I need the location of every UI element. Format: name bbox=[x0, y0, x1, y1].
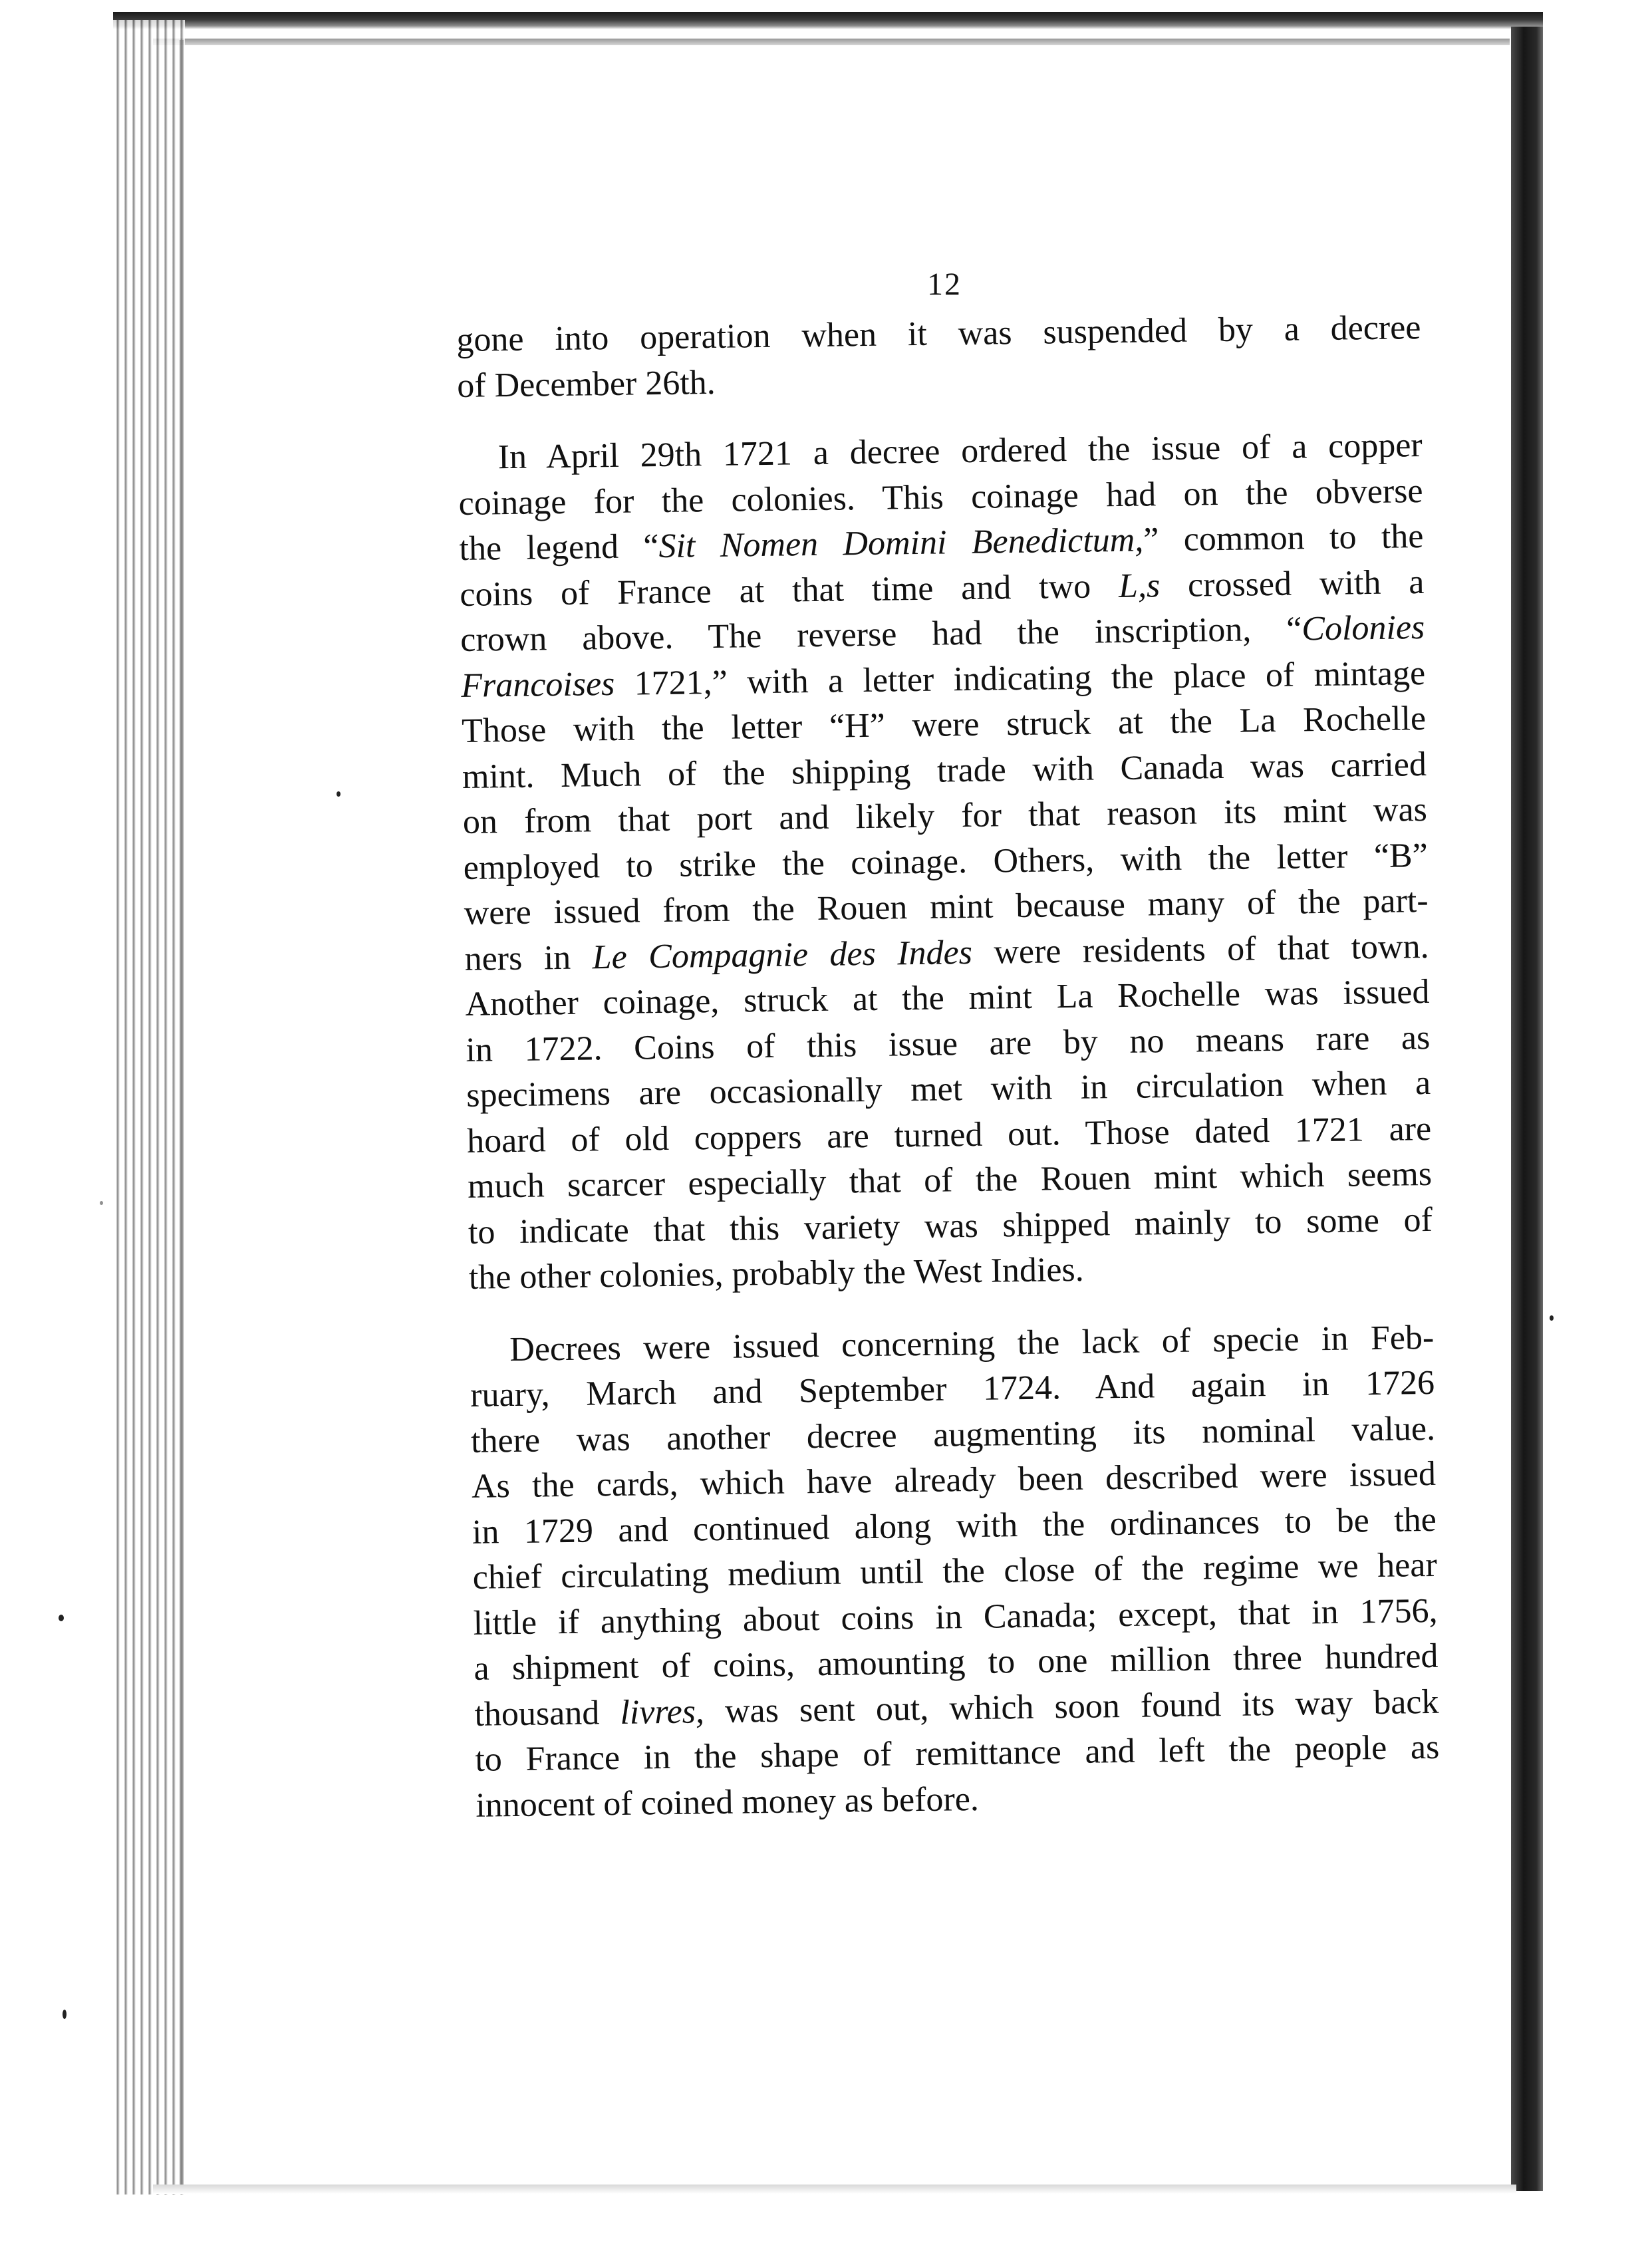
text-line: chief circulating medium until the close of the regime we hear bbox=[472, 1545, 1438, 1597]
book-left-gutter-line bbox=[180, 40, 184, 2188]
text-line: of December 26th. bbox=[456, 363, 716, 405]
text-line: ners in Le Compagnie des Indes were residents of that town. bbox=[464, 927, 1429, 978]
scan-speck bbox=[100, 1201, 103, 1205]
text-line: the other colonies, probably the West Indies. bbox=[468, 1250, 1085, 1297]
text-line: employed to strike the coinage. Others, with the letter “B” bbox=[463, 836, 1429, 887]
book-right-edge bbox=[1511, 27, 1543, 2191]
page-number: 12 bbox=[927, 267, 962, 302]
text-line: much scarcer especially that of the Rouen mint which seems bbox=[467, 1154, 1433, 1206]
text-line: were issued from the Rouen mint because many of the part- bbox=[464, 881, 1429, 932]
text-line: specimens are occasionally met with in circulation when a bbox=[466, 1063, 1431, 1115]
text-line: In April 29th 1721 a decree ordered the issue of a copper bbox=[497, 426, 1423, 477]
italic-phrase: Francoises bbox=[460, 664, 615, 705]
scan-speck bbox=[337, 791, 341, 797]
text-line: ruary, March and September 1724. And again in 1726 bbox=[470, 1363, 1435, 1414]
text-line: hoard of old coppers are turned out. Those dated 1721 are bbox=[466, 1109, 1432, 1160]
italic-phrase: L,s bbox=[1118, 566, 1161, 605]
text-line: to France in the shape of remittance and left the people as bbox=[475, 1728, 1440, 1779]
italic-phrase: Sit Nomen Domini Benedictum, bbox=[658, 521, 1144, 566]
text-line: in 1729 and continued along with the ordinances to be the bbox=[472, 1500, 1437, 1551]
text-line: Decrees were issued concerning the lack of specie in Feb- bbox=[509, 1318, 1435, 1369]
italic-phrase: Colonies bbox=[1301, 608, 1425, 648]
text-line: innocent of coined money as before. bbox=[475, 1780, 980, 1825]
book-top-edge-shadow bbox=[153, 39, 1510, 45]
book-left-page-stack bbox=[112, 20, 185, 2194]
scan-speck bbox=[63, 2010, 67, 2019]
scan-speck bbox=[1550, 1315, 1554, 1321]
book-top-edge bbox=[113, 12, 1543, 29]
text-line: Those with the letter “H” were struck at the La Rochelle bbox=[461, 699, 1427, 750]
italic-phrase: Le Compagnie des Indes bbox=[592, 933, 973, 976]
text-line: As the cards, which have already been described were issued bbox=[471, 1454, 1437, 1506]
text-line: to indicate that this variety was shipped mainly to some of bbox=[468, 1200, 1433, 1252]
italic-phrase: livres, bbox=[619, 1692, 705, 1732]
text-line: the legend “Sit Nomen Domini Benedictum,” common to the bbox=[459, 517, 1424, 568]
text-line: gone into operation when it was suspended by a decree bbox=[456, 309, 1421, 359]
text-line: coins of France at that time and two L,s crossed with a bbox=[460, 563, 1425, 614]
text-line: little if anything about coins in Canada; except, that in 1756, bbox=[473, 1591, 1438, 1643]
book-bottom-edge bbox=[153, 2185, 1516, 2194]
text-line: Another coinage, struck at the mint La Rochelle was issued bbox=[465, 972, 1430, 1023]
text-line: on from that port and likely for that reason its mint was bbox=[462, 790, 1428, 841]
scan-speck bbox=[59, 1615, 64, 1621]
text-line: there was another decree augmenting its nominal value. bbox=[470, 1409, 1436, 1460]
text-line: in 1722. Coins of this issue are by no means rare as bbox=[466, 1018, 1431, 1069]
text-line: coinage for the colonies. This coinage had on the obverse bbox=[458, 471, 1423, 523]
text-line: thousand livres, was sent out, which soon found its way back bbox=[474, 1682, 1439, 1734]
text-line: Francoises 1721,” with a letter indicating the place of mintage bbox=[460, 654, 1426, 705]
body-text bbox=[456, 305, 1441, 1829]
text-line: mint. Much of the shipping trade with Canada was carried bbox=[462, 745, 1427, 796]
text-line: a shipment of coins, amounting to one million three hundred bbox=[474, 1637, 1439, 1688]
text-line: crown above. The reverse had the inscription, “Colonies bbox=[460, 608, 1425, 659]
